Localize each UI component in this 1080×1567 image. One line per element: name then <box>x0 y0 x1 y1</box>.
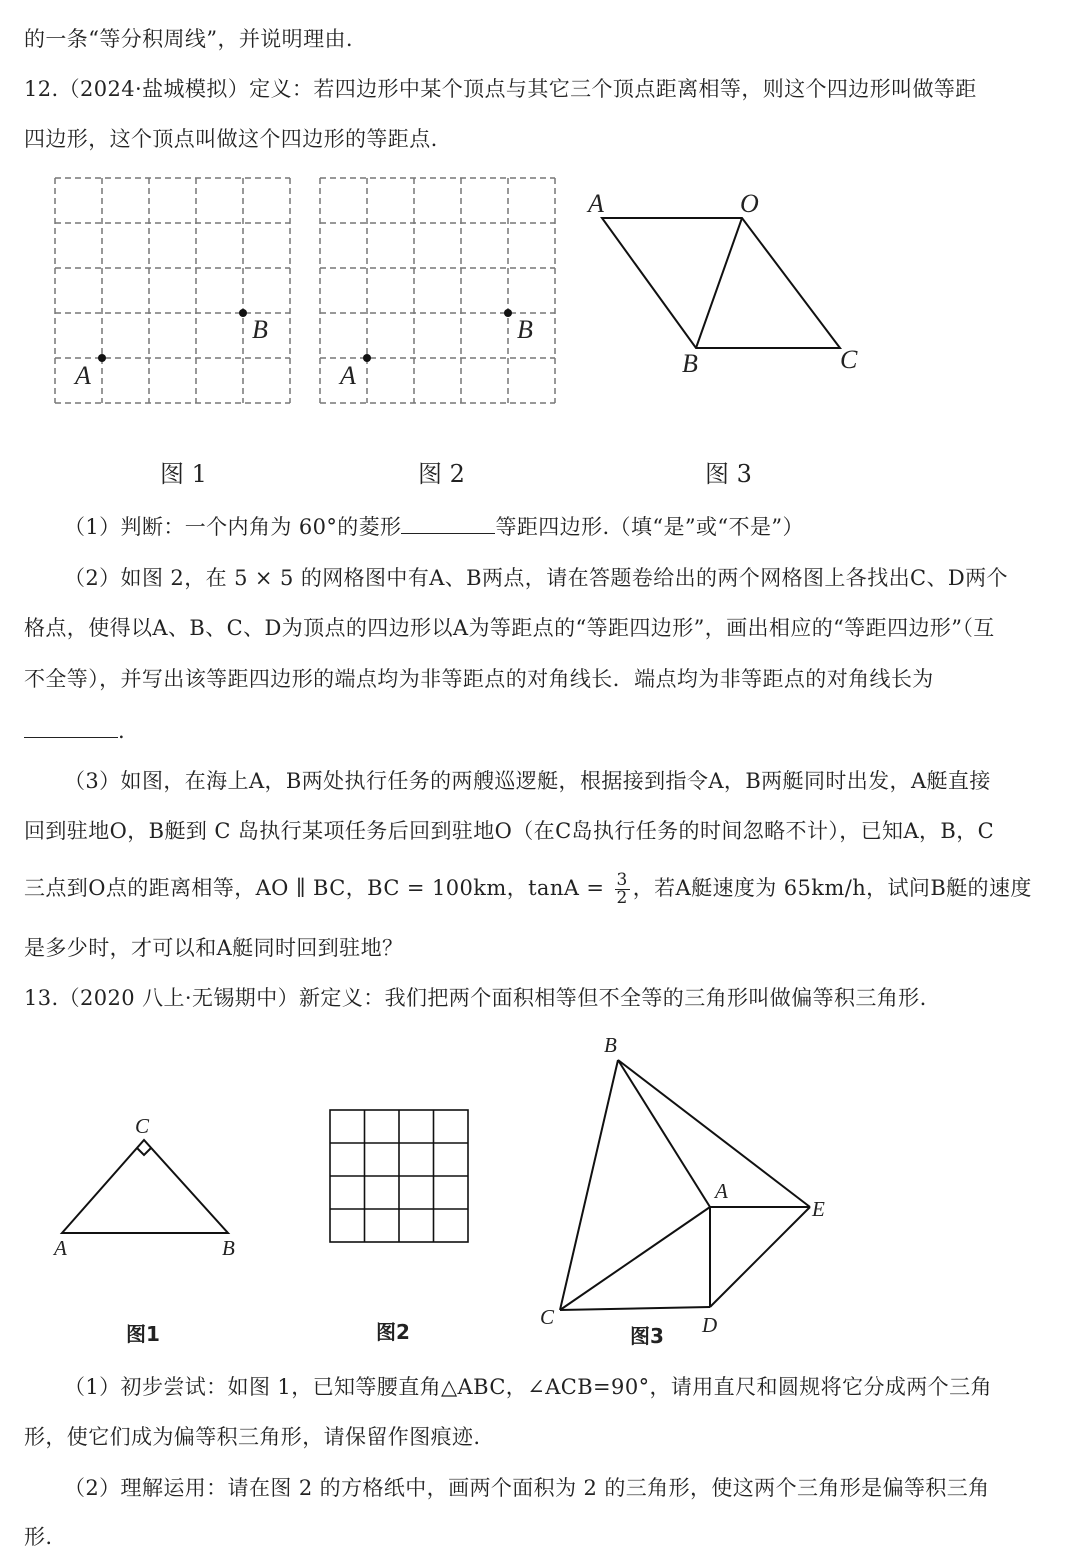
question-1-text-b: 等距四边形.（填“是”或“不是”） <box>495 515 804 539</box>
p13-figure-2-caption: 图2 <box>376 1320 410 1344</box>
question-2-line-4 <box>24 716 1064 746</box>
figure-3-caption: 图 3 <box>705 460 752 488</box>
fraction-tan-a <box>615 872 630 907</box>
p13-figure-1-caption: 图1 <box>126 1322 160 1346</box>
problem-12-heading: 12.（2024·盐城模拟）定义：若四边形中某个顶点与其它三个顶点距离相等，则这个四边形叫做等距 <box>24 77 977 101</box>
text-line-1: 的一条“等分积周线”，并说明理由. <box>24 27 353 51</box>
question-1 <box>64 512 1064 542</box>
question-3-line-1: （3）如图，在海上A，B两处执行任务的两艘巡逻艇，根据接到指令A，B两艇同时出发，A艇直接 <box>64 769 991 793</box>
label-a: A <box>715 1179 728 1203</box>
answer-blank[interactable] <box>24 737 118 738</box>
label-b: B <box>682 349 698 378</box>
question-3-text-b: ，若A艇速度为 65km/h，试问B艇的速度 <box>632 876 1032 900</box>
question-3-text-a: 三点到O点的距离相等，AO ∥ BC，BC = 100km，tanA = <box>24 876 605 900</box>
question-3-line-4: 是多少时，才可以和A艇同时回到驻地？ <box>24 936 404 960</box>
label-b: B <box>517 315 533 344</box>
problem-12-figure-3 <box>580 180 870 380</box>
problem-12-figure-1 <box>55 178 295 408</box>
question-3-line-2: 回到驻地O，B艇到 C 岛执行某项任务后回到驻地O（在C岛执行任务的时间忽略不计），已知A，B，C <box>24 819 995 843</box>
p13-question-2-line-1: （2）理解运用：请在图 2 的方格纸中，画两个面积为 2 的三角形，使这两个三角形是偏等积三角 <box>64 1476 990 1500</box>
label-b: B <box>252 315 268 344</box>
point-a <box>98 354 106 362</box>
figure-1-caption: 图 1 <box>160 460 207 488</box>
answer-blank[interactable] <box>401 533 495 534</box>
question-2-line-3: 不全等），并写出该等距四边形的端点均为非等距点的对角线长．端点均为非等距点的对角线长为 <box>24 667 934 691</box>
label-b: B <box>604 1033 617 1057</box>
label-c: C <box>135 1114 150 1138</box>
label-e: E <box>812 1197 825 1221</box>
label-a: A <box>340 361 356 390</box>
p13-question-1-line-2: 形，使它们成为偏等积三角形，请保留作图痕迹. <box>24 1425 481 1449</box>
fraction-numerator: 3 <box>616 870 628 890</box>
problem-13-heading: 13.（2020 八上·无锡期中）新定义：我们把两个面积相等但不全等的三角形叫做偏等积三角形. <box>24 986 927 1010</box>
problem-12-definition: 四边形，这个顶点叫做这个四边形的等距点. <box>24 127 438 151</box>
question-2-line-2: 格点，使得以A、B、C、D为顶点的四边形以A为等距点的“等距四边形”，画出相应的“等距四边形”（互 <box>24 616 995 640</box>
problem-13-figure-1 <box>40 1105 260 1265</box>
label-a: A <box>54 1236 67 1260</box>
label-c: C <box>840 345 858 374</box>
problem-13-figure-2 <box>330 1110 472 1246</box>
question-1-text-a: （1）判断：一个内角为 60°的菱形 <box>64 515 402 539</box>
question-3-line-3 <box>24 872 1064 907</box>
p13-figure-3-caption: 图3 <box>630 1324 664 1348</box>
fraction-denominator: 2 <box>616 888 628 908</box>
question-2-line-1: （2）如图 2，在 5 × 5 的网格图中有A、B两点，请在答题卷给出的两个网格图上各找出C、D两个 <box>64 566 1008 590</box>
label-c: C <box>540 1305 555 1329</box>
question-2-period: . <box>118 719 126 743</box>
label-o: O <box>740 189 759 218</box>
p13-question-2-line-2: 形. <box>24 1525 53 1549</box>
problem-13-figure-3 <box>530 1030 840 1340</box>
label-d: D <box>702 1313 718 1337</box>
label-a: A <box>588 189 604 218</box>
point-a <box>363 354 371 362</box>
problem-12-figure-2 <box>320 178 560 408</box>
point-b <box>504 309 512 317</box>
figure-2-caption: 图 2 <box>418 460 465 488</box>
point-b <box>239 309 247 317</box>
p13-question-1-line-1: （1）初步尝试：如图 1，已知等腰直角△ABC，∠ACB=90°，请用直尺和圆规将它分成两个三角 <box>64 1375 992 1399</box>
label-a: A <box>75 361 91 390</box>
label-b: B <box>222 1236 235 1260</box>
